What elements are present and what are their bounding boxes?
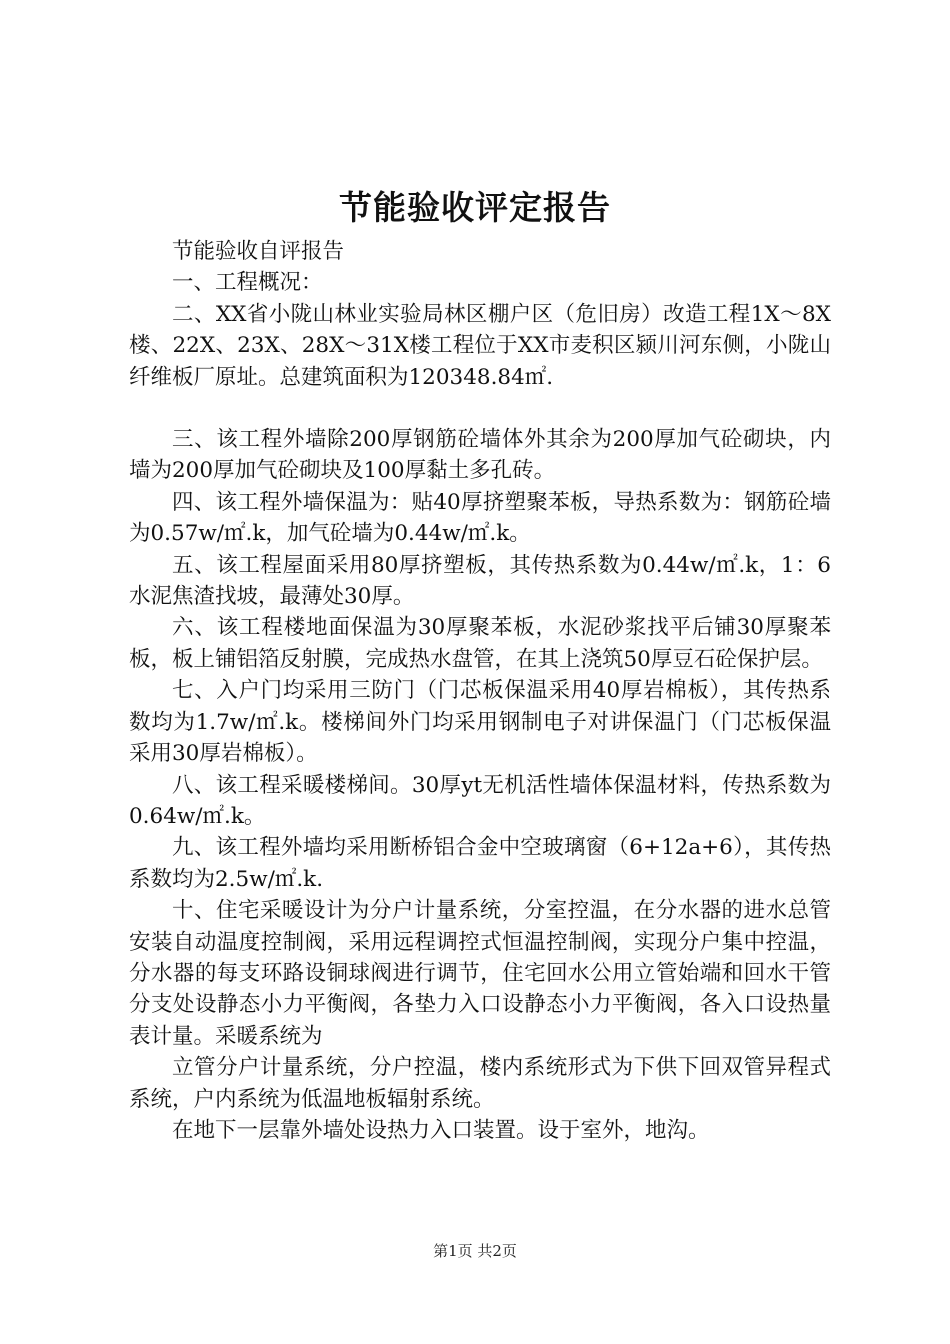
paragraph-2: 二、XX省小陇山林业实验局林区棚户区（危旧房）改造工程1X～8X楼、22X、23X、28X～31X楼工程位于XX市麦积区颍川河东侧，小陇山纤维板厂原址。总建筑面积为120348.84㎡. <box>129 301 831 390</box>
document-body <box>129 236 831 1146</box>
paragraph-overview-heading: 一、工程概况： <box>172 270 323 296</box>
paragraph-7: 七、入户门均采用三防门（门芯板保温采用40厚岩棉板），其传热系数均为1.7w/㎡.k。楼梯间外门均采用钢制电子对讲保温门（门芯板保温采用30厚岩棉板）。 <box>129 678 831 767</box>
paragraph-4: 四、该工程外墙保温为：贴40厚挤塑聚苯板，导热系数为：钢筋砼墙为0.57w/㎡.k，加气砼墙为0.44w/㎡.k。 <box>129 489 831 547</box>
paragraph-9: 九、该工程外墙均采用断桥铝合金中空玻璃窗（6+12a+6），其传热系数均为2.5w/㎡.k. <box>129 835 831 892</box>
paragraph-10: 十、住宅采暖设计为分户计量系统，分室控温，在分水器的进水总管安装自动温度控制阀，采用远程调控式恒温控制阀，实现分户集中控温，分水器的每支环路设铜球阀进行调节，住宅回水公用立管始端和回水干管分支处设静态小力平衡阀，各垫力入口设静态小力平衡阀，各入口设热量表计量。采暖系统为 <box>129 898 831 1049</box>
paragraph-6: 六、该工程楼地面保温为30厚聚苯板，水泥砂浆找平后铺30厚聚苯板，板上铺铝箔反射膜，完成热水盘管，在其上浇筑50厚豆石砼保护层。 <box>129 615 831 672</box>
paragraph-8: 八、该工程采暖楼梯间。30厚yt无机活性墙体保温材料，传热系数为0.64w/㎡.k。 <box>129 772 831 829</box>
paragraph-12: 在地下一层靠外墙处设热力入口装置。设于室外，地沟。 <box>172 1117 710 1143</box>
paragraph-5: 五、该工程屋面采用80厚挤塑板，其传热系数为0.44w/㎡.k，1：6水泥焦渣找坡，最薄处30厚。 <box>129 552 831 610</box>
paragraph-3: 三、该工程外墙除200厚钢筋砼墙体外其余为200厚加气砼砌块，内墙为200厚加气砼砌块及100厚黏土多孔砖。 <box>129 427 831 484</box>
paragraph-subtitle: 节能验收自评报告 <box>172 239 345 264</box>
document-title: 节能验收评定报告 <box>339 188 611 227</box>
paragraph-11: 立管分户计量系统，分户控温，楼内系统形式为下供下回双管异程式系统，户内系统为低温地板辐射系统。 <box>129 1055 831 1112</box>
page-number-footer: 第1页 共2页 <box>433 1242 517 1260</box>
